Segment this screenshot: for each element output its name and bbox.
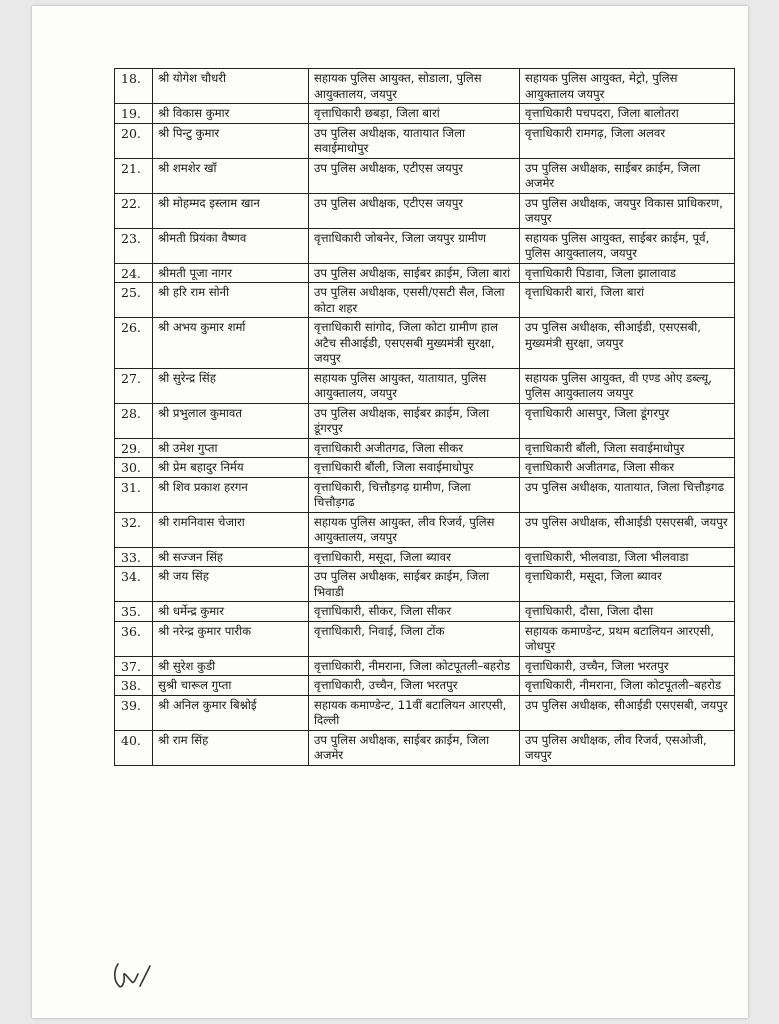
new-posting: उप पुलिस अधीक्षक, जयपुर विकास प्राधिकरण, जयपुर [520,193,735,228]
row-number: 35. [115,602,153,622]
officer-name: श्रीमती प्रियंका वैष्णव [153,228,309,263]
table-row [115,193,735,228]
row-number: 26. [115,318,153,369]
officer-name: श्री सुरेश कुडी [153,656,309,676]
table-row [115,621,735,656]
table-row [115,567,735,602]
table-row [115,656,735,676]
current-posting: वृत्ताधिकारी, उच्चैन, जिला भरतपुर [309,676,520,696]
new-posting: उप पुलिस अधीक्षक, सीआईडी एसएसबी, जयपुर [520,512,735,547]
table-row [115,477,735,512]
officer-name: श्री नरेन्द्र कुमार पारीक [153,621,309,656]
new-posting: वृत्ताधिकारी, नीमराना, जिला कोटपूतली–बहरोड [520,676,735,696]
current-posting: उप पुलिस अधीक्षक, साईबर क्राईम, जिला भिवाडी [309,567,520,602]
signature-mark [110,956,158,996]
new-posting: उप पुलिस अधीक्षक, सीआईडी, एसएसबी, मुख्यमंत्री सुरक्षा, जयपुर [520,318,735,369]
current-posting: उप पुलिस अधीक्षक, यातायात जिला सवाईमाधोपुर [309,123,520,158]
row-number: 30. [115,458,153,478]
new-posting: वृत्ताधिकारी, मसूदा, जिला ब्यावर [520,567,735,602]
officer-name: श्री अनिल कुमार बिश्नोई [153,695,309,730]
new-posting: सहायक पुलिस आयुक्त, मेट्रो, पुलिस आयुक्तालय जयपुर [520,69,735,104]
current-posting: उप पुलिस अधीक्षक, एटीएस जयपुर [309,158,520,193]
officer-name: श्री योगेश चौधरी [153,69,309,104]
table-row [115,512,735,547]
new-posting: सहायक पुलिस आयुक्त, साईबर क्राईम, पूर्व, पुलिस आयुक्तालय, जयपुर [520,228,735,263]
table-row [115,283,735,318]
officer-name: श्री रामनिवास चेजारा [153,512,309,547]
current-posting: वृत्ताधिकारी छबड़ा, जिला बारां [309,104,520,124]
row-number: 32. [115,512,153,547]
officer-name: श्री पिन्टु कुमार [153,123,309,158]
current-posting: सहायक कमाण्डेन्ट, 11वीं बटालियन आरएसी, दिल्ली [309,695,520,730]
table-row [115,602,735,622]
current-posting: वृत्ताधिकारी, चित्तौड़गढ़ ग्रामीण, जिला चित्तौड़गढ [309,477,520,512]
row-number: 29. [115,438,153,458]
row-number: 18. [115,69,153,104]
officer-name: सुश्री चारूल गुप्ता [153,676,309,696]
row-number: 22. [115,193,153,228]
current-posting: वृत्ताधिकारी जोबनेर, जिला जयपुर ग्रामीण [309,228,520,263]
row-number: 23. [115,228,153,263]
officer-name: श्री सुरेन्द्र सिंह [153,368,309,403]
new-posting: सहायक पुलिस आयुक्त, वी एण्ड ओए डब्ल्यू, पुलिस आयुक्तालय जयपुर [520,368,735,403]
row-number: 21. [115,158,153,193]
new-posting: वृत्ताधिकारी अजीतगढ, जिला सीकर [520,458,735,478]
row-number: 20. [115,123,153,158]
new-posting: उप पुलिस अधीक्षक, साईबर क्राईम, जिला अजमेर [520,158,735,193]
table-row [115,69,735,104]
new-posting: वृत्ताधिकारी, दौसा, जिला दौसा [520,602,735,622]
new-posting: वृत्ताधिकारी पिडावा, जिला झालावाड [520,263,735,283]
row-number: 40. [115,730,153,765]
new-posting: वृत्ताधिकारी बारां, जिला बारां [520,283,735,318]
current-posting: वृत्ताधिकारी, नीमराना, जिला कोटपूतली–बहरोड [309,656,520,676]
table-row [115,730,735,765]
row-number: 24. [115,263,153,283]
new-posting: उप पुलिस अधीक्षक, यातायात, जिला चित्तौड़गढ [520,477,735,512]
row-number: 36. [115,621,153,656]
table-row [115,228,735,263]
table-row [115,318,735,369]
row-number: 19. [115,104,153,124]
current-posting: सहायक पुलिस आयुक्त, यातायात, पुलिस आयुक्तालय, जयपुर [309,368,520,403]
officer-name: श्री उमेश गुप्ता [153,438,309,458]
officer-name: श्री हरि राम सोनी [153,283,309,318]
new-posting: सहायक कमाण्डेन्ट, प्रथम बटालियन आरएसी, जोधपुर [520,621,735,656]
row-number: 39. [115,695,153,730]
row-number: 28. [115,403,153,438]
row-number: 25. [115,283,153,318]
officer-name: श्री शिव प्रकाश हरगन [153,477,309,512]
table-row [115,438,735,458]
current-posting: वृत्ताधिकारी, मसूदा, जिला ब्यावर [309,547,520,567]
document-page [32,6,748,1018]
current-posting: उप पुलिस अधीक्षक, साईबर क्राईम, जिला अजमेर [309,730,520,765]
current-posting: वृत्ताधिकारी, सीकर, जिला सीकर [309,602,520,622]
current-posting: वृत्ताधिकारी अजीतगढ, जिला सीकर [309,438,520,458]
row-number: 27. [115,368,153,403]
officer-name: श्री राम सिंह [153,730,309,765]
officer-name: श्री अभय कुमार शर्मा [153,318,309,369]
table-row [115,547,735,567]
transfer-table [114,68,735,766]
new-posting: उप पुलिस अधीक्षक, लीव रिजर्व, एसओजी, जयपुर [520,730,735,765]
table-row [115,368,735,403]
officer-name: श्री धर्मेन्द्र कुमार [153,602,309,622]
current-posting: वृत्ताधिकारी बौंली, जिला सवाईमाधोपुर [309,458,520,478]
current-posting: वृत्ताधिकारी सांगोद, जिला कोटा ग्रामीण हाल अटैच सीआईडी, एसएसबी मुख्यमंत्री सुरक्षा, जयपुर [309,318,520,369]
new-posting: वृत्ताधिकारी आसपुर, जिला डूंगरपुर [520,403,735,438]
table-row [115,123,735,158]
current-posting: वृत्ताधिकारी, निवाई, जिला टोंक [309,621,520,656]
table-row [115,695,735,730]
officer-name: श्री प्रभुलाल कुमावत [153,403,309,438]
new-posting: उप पुलिस अधीक्षक, सीआईडी एसएसबी, जयपुर [520,695,735,730]
officer-name: श्री जय सिंह [153,567,309,602]
officer-name: श्री मोहम्मद इस्लाम खान [153,193,309,228]
table-row [115,158,735,193]
current-posting: उप पुलिस अधीक्षक, एससी/एसटी सैल, जिला कोटा शहर [309,283,520,318]
table-row [115,403,735,438]
current-posting: सहायक पुलिस आयुक्त, लीव रिजर्व, पुलिस आयुक्तालय, जयपुर [309,512,520,547]
officer-name: श्रीमती पूजा नागर [153,263,309,283]
row-number: 31. [115,477,153,512]
current-posting: उप पुलिस अधीक्षक, एटीएस जयपुर [309,193,520,228]
new-posting: वृत्ताधिकारी पचपदरा, जिला बालोतरा [520,104,735,124]
current-posting: उप पुलिस अधीक्षक, साईबर क्राईम, जिला डूंगरपुर [309,403,520,438]
new-posting: वृत्ताधिकारी, उच्चैन, जिला भरतपुर [520,656,735,676]
officer-name: श्री सज्जन सिंह [153,547,309,567]
new-posting: वृत्ताधिकारी, भीलवाडा, जिला भीलवाडा [520,547,735,567]
table-row [115,458,735,478]
new-posting: वृत्ताधिकारी बौंली, जिला सवाईमाधोपुर [520,438,735,458]
current-posting: सहायक पुलिस आयुक्त, सोडाला, पुलिस आयुक्तालय, जयपुर [309,69,520,104]
table-row [115,263,735,283]
officer-name: श्री प्रेम बहादुर निर्मय [153,458,309,478]
table-row [115,104,735,124]
table-row [115,676,735,696]
row-number: 34. [115,567,153,602]
row-number: 38. [115,676,153,696]
current-posting: उप पुलिस अधीक्षक, साईबर क्राईम, जिला बारां [309,263,520,283]
row-number: 33. [115,547,153,567]
new-posting: वृत्ताधिकारी रामगढ़, जिला अलवर [520,123,735,158]
row-number: 37. [115,656,153,676]
officer-name: श्री विकास कुमार [153,104,309,124]
officer-name: श्री शमशेर खॉ [153,158,309,193]
